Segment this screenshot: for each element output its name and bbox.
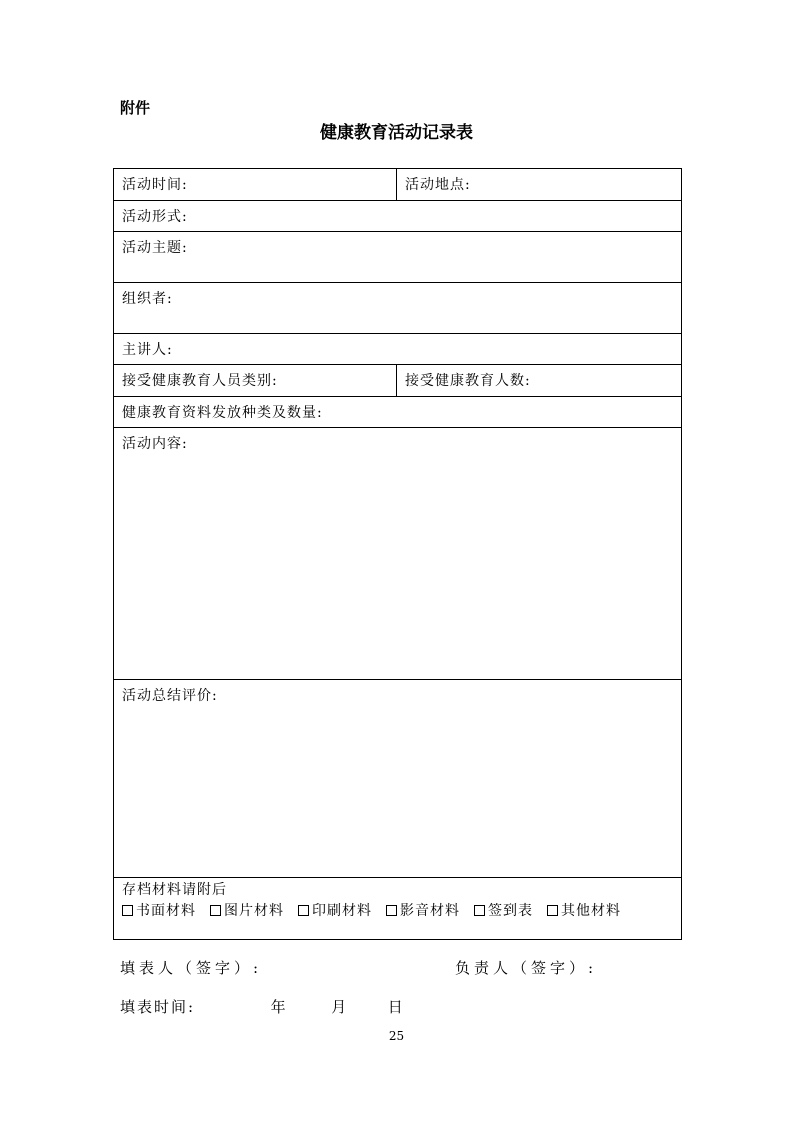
filler-signature: 填表人（签字）: xyxy=(120,959,263,977)
archive-option-label: 书面材料 xyxy=(136,903,196,919)
checkbox-icon[interactable] xyxy=(122,905,133,916)
fill-time-label: 填表时间: xyxy=(120,998,196,1016)
archive-cell xyxy=(114,878,681,939)
recipient-count-field[interactable]: 接受健康教育人数: xyxy=(405,373,531,389)
materials-field[interactable]: 健康教育资料发放种类及数量: xyxy=(122,405,323,421)
recipient-category-field[interactable]: 接受健康教育人员类别: xyxy=(114,365,397,396)
organizer-field[interactable]: 组织者: xyxy=(122,291,173,307)
month-label: 月 xyxy=(331,998,349,1016)
activity-form-field[interactable]: 活动形式: xyxy=(122,209,188,225)
archive-option-other[interactable] xyxy=(547,900,621,920)
activity-time-field[interactable]: 活动时间: xyxy=(114,169,397,200)
day-label: 日 xyxy=(387,998,405,1016)
activity-theme-field[interactable]: 活动主题: xyxy=(122,240,188,256)
checkbox-icon[interactable] xyxy=(386,905,397,916)
record-form xyxy=(113,168,682,940)
row-archive xyxy=(114,877,681,939)
attachment-label: 附件 xyxy=(120,99,151,117)
year-label: 年 xyxy=(270,998,288,1016)
archive-option-signin[interactable] xyxy=(474,900,533,920)
archive-option-picture[interactable] xyxy=(210,900,284,920)
evaluation-field[interactable]: 活动总结评价: xyxy=(122,688,218,704)
page-title: 健康教育活动记录表 xyxy=(320,123,473,143)
archive-option-label: 其他材料 xyxy=(561,903,621,919)
archive-option-media[interactable] xyxy=(386,900,460,920)
archive-option-label: 影音材料 xyxy=(400,903,460,919)
checkbox-icon[interactable] xyxy=(474,905,485,916)
row-time-place xyxy=(114,169,681,200)
row-content xyxy=(114,427,681,679)
row-theme xyxy=(114,231,681,282)
archive-option-print[interactable] xyxy=(298,900,372,920)
activity-place-field[interactable]: 活动地点: xyxy=(405,177,471,193)
fill-date xyxy=(120,996,405,1017)
row-materials xyxy=(114,396,681,427)
row-form xyxy=(114,200,681,231)
archive-option-written[interactable] xyxy=(122,900,196,920)
checkbox-icon[interactable] xyxy=(298,905,309,916)
speaker-field[interactable]: 主讲人: xyxy=(122,342,173,358)
archive-option-label: 签到表 xyxy=(488,903,533,919)
checkbox-icon[interactable] xyxy=(210,905,221,916)
row-organizer xyxy=(114,282,681,333)
archive-option-label: 图片材料 xyxy=(224,903,284,919)
checkbox-icon[interactable] xyxy=(547,905,558,916)
row-evaluation xyxy=(114,679,681,877)
row-recipients xyxy=(114,364,681,396)
archive-options xyxy=(122,900,673,920)
responsible-signature: 负责人（签字）: xyxy=(455,959,598,977)
archive-option-label: 印刷材料 xyxy=(312,903,372,919)
row-speaker xyxy=(114,333,681,364)
content-field[interactable]: 活动内容: xyxy=(122,436,188,452)
page-number: 25 xyxy=(388,1029,405,1043)
archive-title: 存档材料请附后 xyxy=(122,882,227,898)
